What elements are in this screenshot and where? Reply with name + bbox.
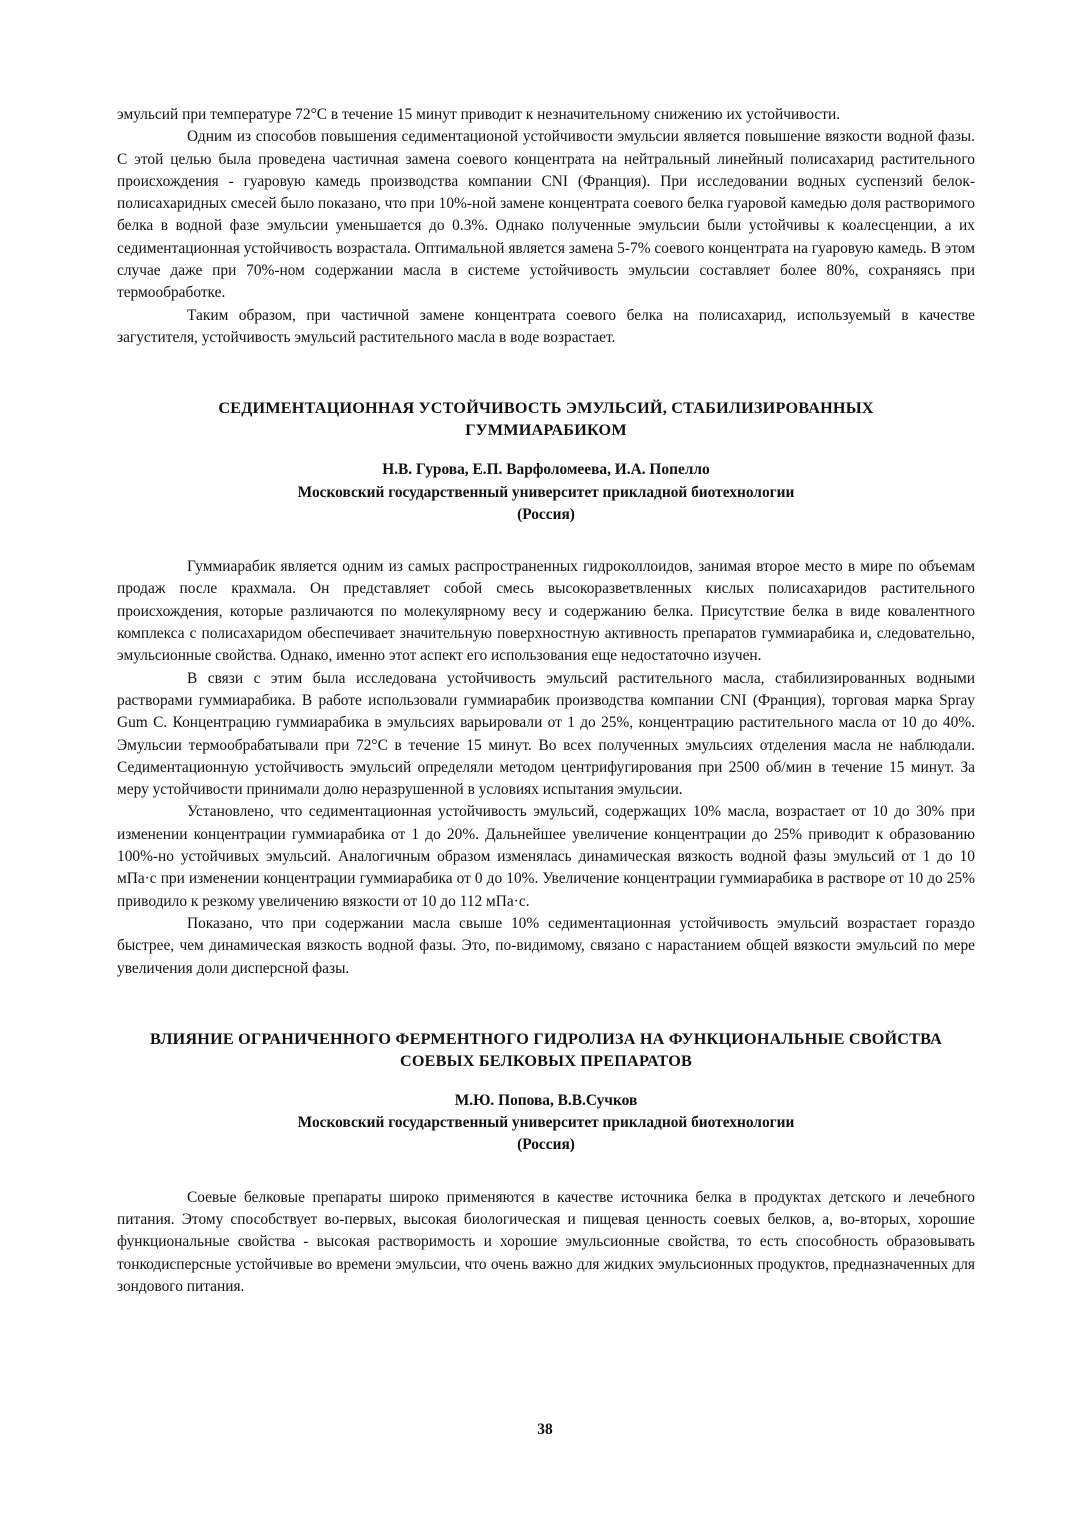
article1-paragraph-2: В связи с этим была исследована устойчивость эмульсий растительного масла, стабилизированных водными растворами гуммиарабика. В работе использовали гуммиарабик производства компании CNI (Франция), торговая марка Spray Gum С. Концентрацию гуммиарабика в эмульсиях варьировали от 1 до 25%, концентрацию растительного масла от 10 до 40%. Эмульсии термообрабатывали при 72°С в течение 15 минут. Во всех полученных эмульсиях отделения масла не наблюдали. Седиментационную устойчивость эмульсий определяли методом центрифугирования при 2500 об/мин в течение 15 минут. За меру устойчивости принимали долю неразрушенной в условиях испытания эмульсии. xyxy=(117,669,975,799)
article1-authors: Н.В. Гурова, Е.П. Варфоломеева, И.А. Попелло xyxy=(382,461,710,479)
article2-paragraph-1: Соевые белковые препараты широко применяются в качестве источника белка в продуктах детского и лечебного питания. Этому способствует во-первых, высокая биологическая и пищевая ценность соевых белков, а, во-вторых, хорошие функциональные свойства - высокая растворимость и хорошие эмульсионные свойства, то есть способность образовывать тонкодисперсные устойчивые во времени эмульсии, что очень важно для жидких эмульсионных продуктов, предназначенных для зондового питания. xyxy=(117,1188,975,1295)
intro-paragraph-1: эмульсий при температуре 72°С в течение 15 минут приводит к незначительному снижению их устойчивости. xyxy=(117,106,841,123)
page-number: 38 xyxy=(537,1421,553,1438)
article1-paragraph-1: Гуммиарабик является одним из самых распространенных гидроколлоидов, занимая второе место в мире по объемам продаж после крахмала. Он представляет собой смесь высокоразветвленных кислых полисахаридов растительного происхождения, которые различаются по молекулярному весу и содержанию белка. Присутствие белка в виде ковалентного комплекса с полисахаридом обеспечивает значительную поверхностную активность препаратов гуммиарабика и, следовательно, эмульсионные свойства. Однако, именно этот аспект его использования еще недостаточно изучен. xyxy=(117,558,975,665)
article2-country: (Россия) xyxy=(517,1136,575,1154)
article1-affiliation: Московский государственный университет прикладной биотехнологии xyxy=(297,483,795,501)
article2-authors: М.Ю. Попова, В.В.Сучков xyxy=(454,1091,638,1109)
article2-affiliation: Московский государственный университет прикладной биотехнологии xyxy=(297,1114,795,1132)
page-body xyxy=(117,104,975,1298)
article1-title: СЕДИМЕНТАЦИОННАЯ УСТОЙЧИВОСТЬ ЭМУЛЬСИЙ, СТАБИЛИЗИРОВАННЫХ ГУММИАРАБИКОМ xyxy=(218,399,874,440)
article2-title: ВЛИЯНИЕ ОГРАНИЧЕННОГО ФЕРМЕНТНОГО ГИДРОЛИЗА НА ФУНКЦИОНАЛЬНЫЕ СВОЙСТВА СОЕВЫХ БЕЛКОВЫХ ПРЕПАРАТОВ xyxy=(149,1029,943,1070)
article1-paragraph-3: Установлено, что седиментационная устойчивость эмульсий, содержащих 10% масла, возрастает от 10 до 30% при изменении концентрации гуммиарабика от 1 до 20%. Дальнейшее увеличение концентрации до 25% приводит к образованию 100%-но устойчивых эмульсий. Аналогичным образом изменялась динамическая вязкость водной фазы эмульсий от 1 до 10 мПа·с при изменении концентрации гуммиарабика от 0 до 10%. Увеличение концентрации гуммиарабика в растворе от 10 до 25% приводило к резкому увеличению вязкости от 10 до 112 мПа·с. xyxy=(117,803,975,910)
intro-paragraph-2: Одним из способов повышения седиментационой устойчивости эмульсии является повышение вязкости водной фазы. С этой целью была проведена частичная замена соевого концентрата на нейтральный линейный полисахарид растительного происхождения - гуаровую камедь производства компании CNI (Франция). При исследовании водных суспензий белок-полисахаридных смесей было показано, что при 10%-ной замене концентрата соевого белка гуаровой камедью доля растворимого белка в водной фазе эмульсии уменьшается до 0.3%. Однако полученные эмульсии были устойчивы к коалесценции, а их седиментационная устойчивость возрастала. Оптимальной является замена 5-7% соевого концентрата на гуаровую камедь. В этом случае даже при 70%-ном содержании масла в системе устойчивость эмульсии составляет более 80%, сохраняясь при термообработке. xyxy=(117,128,975,302)
article1-country: (Россия) xyxy=(517,505,575,523)
intro-paragraph-3: Таким образом, при частичной замене концентрата соевого белка на полисахарид, используемый в качестве загустителя, устойчивость эмульсий растительного масла в воде возрастает. xyxy=(117,306,975,346)
article1-paragraph-4: Показано, что при содержании масла свыше 10% седиментационная устойчивость эмульсий возрастает гораздо быстрее, чем динамическая вязкость водной фазы. Это, по-видимому, связано с нарастанием общей вязкости эмульсий по мере увеличения доли дисперсной фазы. xyxy=(117,914,975,977)
